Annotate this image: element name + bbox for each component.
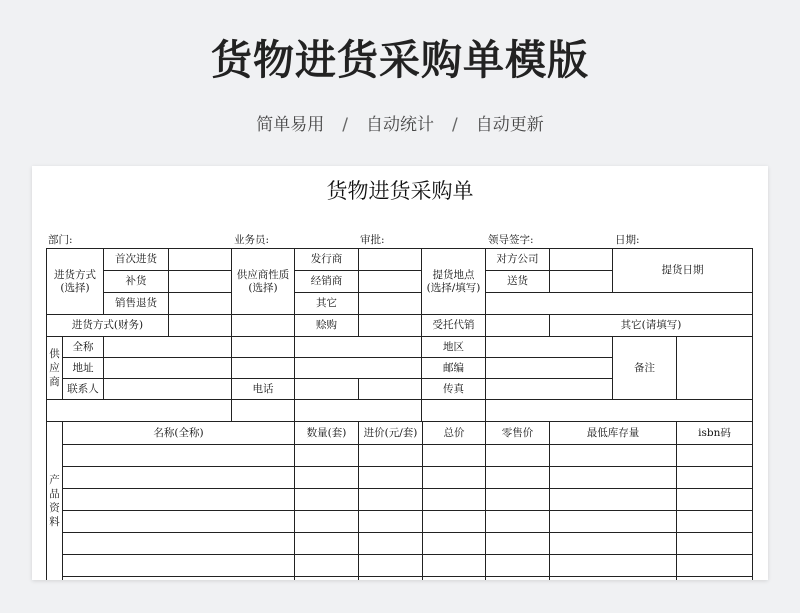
separator: / [452, 115, 458, 135]
feature-easy: 简单易用 [256, 115, 325, 135]
consignment-label: 受托代销 [432, 319, 475, 331]
purchase-method-label: 进货方式 (选择) [54, 268, 96, 294]
payment-method-label: 进货方式(财务) [71, 319, 144, 331]
page-title: 货物进货采购单模版 [211, 36, 589, 84]
col-total: 总价 [443, 426, 465, 439]
supplier-section-label: 供应商 [49, 348, 60, 388]
separator: / [342, 115, 348, 135]
option-other: 其它 [316, 297, 337, 309]
supplier-nature-label: 供应商性质 (选择) [236, 268, 290, 294]
col-min-stock: 最低库存量 [586, 426, 640, 439]
phone-label: 电话 [252, 382, 274, 395]
feature-auto-update: 自动更新 [475, 115, 544, 135]
other-payment-label: 其它(请填写) [620, 319, 682, 331]
form-title: 货物进货采购单 [326, 179, 474, 203]
fax-label: 传真 [443, 382, 464, 395]
col-unit-price: 进价(元/套) [363, 426, 418, 439]
feature-tagline [0, 113, 800, 137]
approval-label: 审批: [360, 234, 385, 246]
purchase-form-sheet [32, 166, 768, 580]
option-restock: 补货 [125, 275, 147, 287]
address-label: 地址 [72, 361, 94, 374]
salesperson-label: 业务员: [234, 234, 270, 246]
postcode-label: 邮编 [443, 361, 464, 374]
remarks-label: 备注 [634, 361, 655, 374]
pickup-date-label: 提货日期 [661, 264, 704, 276]
sales-return-input[interactable] [169, 293, 231, 314]
option-distributor: 经销商 [310, 275, 343, 287]
restock-input[interactable] [169, 271, 231, 292]
feature-auto-stats: 自动统计 [366, 115, 434, 135]
option-delivery: 送货 [507, 275, 528, 287]
first-purchase-input[interactable] [169, 249, 231, 270]
option-publisher: 发行商 [310, 253, 343, 265]
col-quantity: 数量(套) [306, 426, 347, 439]
region-label: 地区 [443, 340, 464, 353]
credit-purchase-label: 赊购 [316, 319, 337, 331]
product-section-label: 产品资料 [49, 474, 60, 528]
department-label: 部门: [48, 234, 73, 246]
contact-label: 联系人 [67, 382, 99, 395]
leader-sign-label: 领导签字: [488, 234, 534, 246]
option-first-purchase: 首次进货 [115, 253, 157, 265]
full-name-label: 全称 [72, 340, 94, 353]
col-retail-price: 零售价 [501, 426, 534, 439]
option-sales-return: 销售退货 [115, 297, 157, 309]
col-isbn: isbn码 [698, 426, 731, 439]
date-label: 日期: [615, 234, 640, 246]
option-counterparty: 对方公司 [496, 253, 539, 265]
pickup-place-label: 提货地点 (选择/填写) [426, 268, 481, 294]
col-name: 名称(全称) [153, 426, 204, 439]
